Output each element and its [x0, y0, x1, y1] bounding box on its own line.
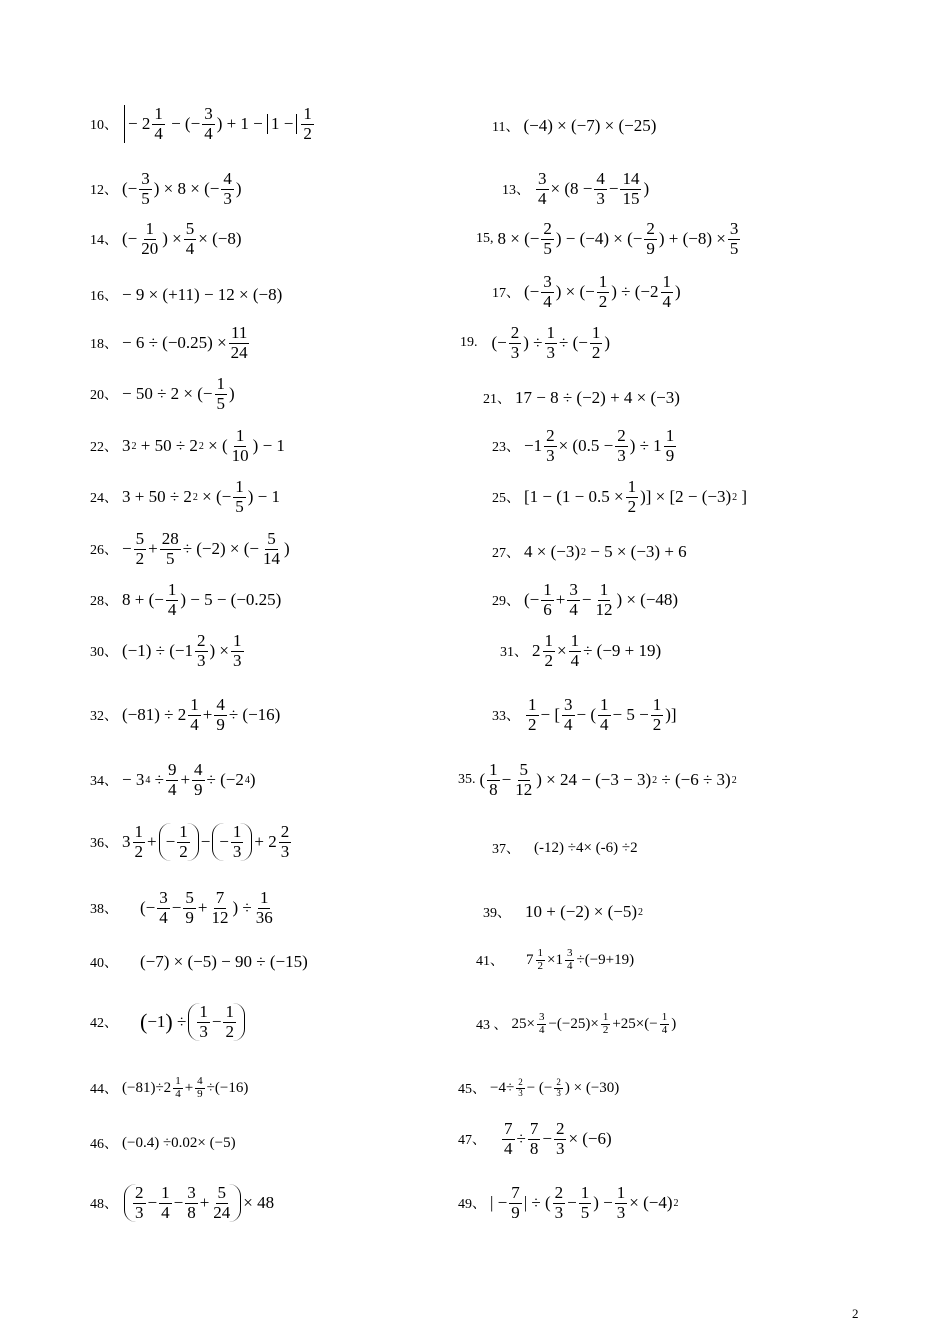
problem-expression: (−81)÷2 1 4 + 4 9 ÷(−16) — [122, 1075, 249, 1100]
problem-expression: − 50 ÷ 2 × (− 1 5 ) — [122, 374, 235, 413]
problem-32 — [90, 696, 280, 734]
problem-number: 25、 — [492, 491, 520, 507]
problem-number: 26、 — [90, 543, 118, 559]
problem-16 — [90, 285, 282, 305]
problem-expression: − 9 × (+11) − 12 × (−8) — [122, 285, 283, 304]
problem-number: 14、 — [90, 233, 118, 249]
problem-24 — [90, 478, 280, 516]
problem-44 — [90, 1076, 248, 1100]
problem-30 — [90, 632, 246, 670]
problem-expression: 17 − 8 ÷ (−2) + 4 × (−3) — [515, 388, 680, 407]
problem-27 — [492, 542, 687, 562]
problem-number: 13、 — [502, 183, 530, 199]
problem-number: 11、 — [492, 120, 520, 135]
problem-expression: 2 3 − 1 4 − 3 8 + 5 24 × 48 — [122, 1184, 274, 1222]
problem-expression: 10 + (−2) × (−5) 2 — [525, 902, 643, 921]
problem-number: 33、 — [492, 709, 520, 725]
problem-expression: (-12) ÷4× (-6) ÷2 — [534, 839, 638, 856]
problem-expression: 25× 3 4 −(−25)× 1 2 +25×(− 1 4 ) — [511, 1011, 677, 1036]
problem-47 — [458, 1120, 612, 1158]
problem-number: 22、 — [90, 440, 118, 456]
problem-22 — [90, 427, 285, 465]
problem-expression: −1 2 3 × (0.5 − 2 3 ) ÷ 1 1 9 — [524, 426, 675, 465]
problem-12 — [90, 170, 242, 208]
problem-number: 45、 — [458, 1082, 486, 1097]
problem-number: 12、 — [90, 183, 118, 199]
problem-number: 18、 — [90, 337, 118, 353]
problem-expression: − 6 ÷ (−0.25) × 11 24 — [122, 323, 248, 362]
problem-34 — [90, 761, 256, 799]
problem-number: 10、 — [90, 118, 118, 134]
problem-expression: 8 + (− 1 4 ) − 5 − (−0.25) — [122, 580, 282, 619]
problem-expression: 7 4 ÷ 7 8 − 2 3 × (−6) — [504, 1119, 612, 1158]
problem-number: 16、 — [90, 289, 118, 304]
problem-42 — [90, 1003, 247, 1041]
problem-number: 40、 — [90, 956, 118, 971]
problem-40 — [90, 952, 308, 972]
problem-expression: −4÷ 2 3 − (− 2 3 ) × (−30) — [490, 1077, 620, 1098]
problem-expression: − 3 4 ÷ 9 4 + 4 9 ÷ (−2 4 ) — [122, 760, 256, 799]
problem-expression: − 2 1 4 − (− 3 4 ) + 1 − 1 − $\frac{1}{2}$ — [122, 105, 316, 143]
problem-number: 47、 — [458, 1133, 486, 1149]
problem-20 — [90, 375, 235, 413]
problem-number: 30、 — [90, 645, 118, 661]
problem-number: 27、 — [492, 546, 520, 561]
problem-31 — [500, 632, 661, 670]
problem-26 — [90, 530, 290, 568]
problem-number: 39、 — [483, 906, 511, 921]
problem-25 — [492, 478, 747, 516]
problem-expression: 1 2 − [ 3 4 − ( 1 4 − 5 − 1 2 )] — [528, 695, 677, 734]
page-number: 2 — [852, 1306, 859, 1321]
problem-expression: (−81) ÷ 2 1 4 + 4 9 ÷ (−16) — [122, 695, 281, 734]
problem-number: 21、 — [483, 392, 511, 407]
problem-expression: ( 1 8 − 5 12 ) × 24 − (−3 − 3) 2 ÷ (−6 ÷ 3) 2 — [479, 760, 737, 799]
problem-number: 19. — [460, 335, 478, 351]
problem-number: 44、 — [90, 1082, 118, 1098]
problem-expression: 3 2 + 50 ÷ 2 2 × ( 1 10 ) − 1 — [122, 426, 285, 465]
problem-number: 20、 — [90, 388, 118, 404]
problem-43 — [476, 1012, 676, 1036]
problem-number: 35. — [458, 772, 476, 788]
problem-number: 29、 — [492, 594, 520, 610]
problem-38 — [90, 889, 277, 927]
problem-39 — [483, 902, 643, 922]
problem-expression: (−0.4) ÷0.02× (−5) — [122, 1134, 236, 1151]
problem-41 — [476, 948, 634, 972]
problem-number: 17、 — [492, 286, 520, 302]
problem-expression: 7 1 2 ×1 3 4 ÷(−9+19) — [526, 947, 635, 972]
problem-number: 49、 — [458, 1197, 486, 1213]
problem-expression: 4 × (−3) 2 − 5 × (−3) + 6 — [524, 542, 687, 561]
problem-expression: 2 1 2 × 1 4 ÷ (−9 + 19) — [532, 631, 662, 670]
problem-46 — [90, 1133, 236, 1153]
problem-number: 28、 — [90, 594, 118, 610]
problem-expression: 3 4 × (8 − 4 3 − 14 15 ) — [538, 169, 650, 208]
problem-28 — [90, 581, 281, 619]
problem-expression: (− 2 3 ) ÷ 1 3 ÷ (− 1 2 ) — [491, 323, 611, 362]
problem-expression: 3 1 2 + − 1 2 − − 1 3 + 2 2 3 — [122, 822, 290, 861]
problem-15 — [476, 220, 742, 258]
problem-48 — [90, 1184, 274, 1222]
problem-number: 38、 — [90, 902, 118, 918]
problem-number: 42、 — [90, 1016, 118, 1032]
problem-expression: 8 × (− 2 5 ) − (−4) × (− 2 9 ) + (−8) × 3 5 — [497, 219, 739, 258]
problem-number: 32、 — [90, 709, 118, 725]
problem-number: 43 、 — [476, 1018, 508, 1034]
problem-expression: (− 3 5 ) × 8 × (− 4 3 ) — [122, 169, 242, 208]
problem-expression: − 5 2 + 28 5 ÷ (−2) × (− 5 14 ) — [122, 529, 290, 568]
problem-11 — [492, 116, 656, 136]
problem-number: 36、 — [90, 836, 118, 852]
problem-expression: ( −1 ) ÷ 1 3 − 1 2 — [140, 1003, 247, 1041]
problem-expression: (−7) × (−5) − 90 ÷ (−15) — [140, 952, 308, 971]
problem-number: 37、 — [492, 842, 520, 857]
problem-expression: 3 + 50 ÷ 2 2 × (− 1 5 ) − 1 — [122, 477, 281, 516]
problem-14 — [90, 220, 242, 258]
problem-10 — [90, 105, 316, 143]
problem-number: 41、 — [476, 954, 504, 970]
problem-expression: (− 3 4 − 5 9 + 7 12 ) ÷ 1 36 — [140, 888, 273, 927]
problem-expression: (−4) × (−7) × (−25) — [523, 116, 657, 135]
problem-number: 15, — [476, 231, 494, 247]
problem-expression: (− 3 4 ) × (− 1 2 ) ÷ (−2 1 4 ) — [524, 272, 681, 311]
problem-36 — [90, 823, 293, 861]
problem-expression: (− 1 20 ) × 5 4 × (−8) — [122, 219, 242, 258]
problem-45 — [458, 1078, 619, 1098]
problem-expression: (− 1 6 + 3 4 − 1 12 ) × (−48) — [524, 580, 679, 619]
problem-35 — [458, 761, 737, 799]
problem-number: 24、 — [90, 491, 118, 507]
problem-number: 48、 — [90, 1197, 118, 1213]
problem-23 — [492, 427, 678, 465]
problem-21 — [483, 388, 680, 408]
problem-49 — [458, 1184, 679, 1222]
problem-18 — [90, 324, 252, 362]
problem-expression: | − 7 9 | ÷ ( 2 3 − 1 5 ) − 1 3 × (−4) 2 — [490, 1183, 679, 1222]
problem-29 — [492, 581, 678, 619]
problem-37 — [492, 838, 638, 858]
problem-17 — [492, 273, 681, 311]
problem-expression: [1 − (1 − 0.5 × 1 2 )] × [2 − (−3) 2 ] — [524, 477, 748, 516]
problem-expression: (−1) ÷ (−1 2 3 ) × 1 3 — [122, 631, 242, 670]
problem-number: 34、 — [90, 774, 118, 790]
problem-number: 23、 — [492, 440, 520, 456]
problem-number: 31、 — [500, 645, 528, 661]
problem-number: 46、 — [90, 1137, 118, 1152]
problem-19 — [460, 324, 610, 362]
problem-33 — [492, 696, 677, 734]
problem-13 — [502, 170, 649, 208]
